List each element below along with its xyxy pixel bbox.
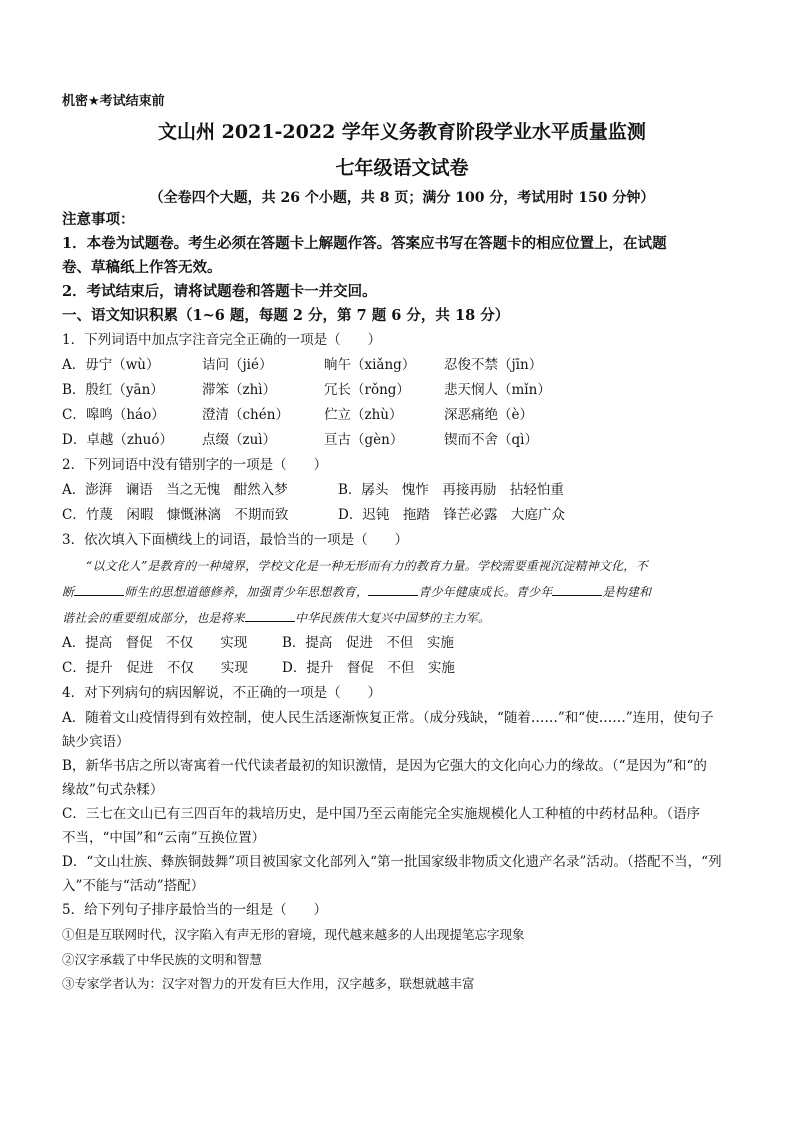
q1-d-4: 锲而不舍（qì） (444, 432, 538, 448)
q2-stem: 2．下列词语中没有错别字的一项是（ ） (62, 457, 328, 473)
q3-p2a: 断 (62, 585, 75, 599)
q3-options-ab (62, 631, 742, 656)
q2-option-d: D．迟钝 拖踏 锋芒必露 大庭广众 (338, 507, 565, 523)
q4-option-c-cont: 不当，“中国”和“云南”互换位置） (62, 830, 266, 846)
q2-options-ab (62, 478, 742, 503)
q1-c-2: 澄清（chén） (202, 407, 289, 423)
q2-option-c: C．竹蔑 闲暇 慷慨淋漓 不期而致 (62, 507, 289, 523)
q2-option-a: A．澎湃 谰语 当之无愧 酣然入梦 (62, 482, 288, 498)
q3-option-a: A．提高 督促 不仅 实现 (62, 635, 248, 651)
q1-a-3: 晌午（xiǎng） (324, 357, 416, 373)
q4-stem: 4．对下列病句的病因解说，不正确的一项是（ ） (62, 685, 382, 701)
q3-option-b: B．提高 促进 不但 实施 (282, 635, 454, 651)
q3-passage-line-3 (62, 605, 742, 631)
q1-d-2: 点缀（zuì） (202, 432, 277, 448)
q1-c-4: 深恶痛绝（è） (444, 407, 533, 423)
q1-d-3: 亘古（gèn） (324, 432, 404, 448)
q3-p3a: 谐社会的重要组成部分，也是将来 (62, 611, 246, 625)
q3-stem: 3．依次填入下面横线上的词语，最恰当的一项是（ ） (62, 532, 409, 548)
q2-option-b: B．孱头 愧怍 再接再励 拈轻怕重 (338, 482, 564, 498)
q1-a-4: 忍俊不禁（jīn） (444, 357, 543, 373)
q3-passage-line-2 (62, 579, 742, 605)
q1-option-b (62, 378, 742, 403)
confidential-label: 机密★考试结束前 (62, 94, 165, 109)
q4-option-a-cont: 缺少宾语） (62, 734, 130, 750)
q3-p3b: 中华民族伟大复兴中国梦的主力军。 (295, 611, 491, 625)
q1-option-c (62, 403, 742, 428)
q2-options-cd (62, 503, 742, 528)
q3-blank-3[interactable] (552, 583, 602, 596)
q3-option-d: D．提升 督促 不但 实施 (282, 660, 455, 676)
notice-item-2: 2．考试结束后，请将试题卷和答题卡一并交回。 (62, 283, 377, 300)
q3-options-cd (62, 656, 742, 681)
q3-blank-2[interactable] (368, 583, 418, 596)
q1-d-1: D．卓越（zhuó） (62, 432, 173, 448)
notice-heading: 注意事项： (62, 211, 135, 228)
q3-option-c: C．提升 促进 不仅 实现 (62, 660, 248, 676)
q1-c-1: C．嗥鸣（háo） (62, 407, 165, 423)
q3-blank-1[interactable] (74, 583, 124, 596)
q1-a-1: A．毋宁（wù） (62, 357, 160, 373)
q3-blank-4[interactable] (245, 609, 295, 622)
q5-stem: 5．给下列句子排序最恰当的一组是（ ） (62, 902, 328, 918)
q1-b-1: B．殷红（yān） (62, 382, 164, 398)
q5-sentence-2: ②汉字承载了中华民族的文明和智慧 (62, 951, 263, 967)
q4-option-b: B，新华书店之所以寄寓着一代代读者最初的知识激情，是因为它强大的文化向心力的缘故。（“是因为”和“的 (62, 758, 707, 774)
q3-p2c: 青少年健康成长。青少年 (418, 585, 553, 599)
exam-subtitle: 七年级语文试卷 (335, 157, 469, 179)
exam-title: 文山州 2021-2022 学年义务教育阶段学业水平质量监测 (158, 121, 646, 143)
q1-c-3: 伫立（zhù） (324, 407, 403, 423)
q1-stem: 1．下列词语中加点字注音完全正确的一项是（ ） (62, 332, 382, 348)
q4-option-d-cont: 入”不能与“活动”搭配） (62, 878, 205, 894)
q4-option-b-cont: 缘故”句式杂糅） (62, 782, 164, 798)
q1-a-2: 诘问（jié） (202, 357, 273, 373)
section-1-heading: 一、语文知识积累（1~6 题，每题 2 分，第 7 题 6 分，共 18 分） (62, 307, 510, 324)
q5-sentence-3: ③专家学者认为：汉字对智力的开发有巨大作用，汉字越多，联想就越丰富 (62, 976, 475, 991)
q4-option-a: A．随着文山疫情得到有效控制，使人民生活逐渐恢复正常。（成分残缺，“随着……”和“使……”连用，使句子 (62, 710, 714, 726)
notice-item-1-cont: 卷、草稿纸上作答无效。 (62, 259, 222, 276)
q3-p2d: 是构建和 (602, 585, 652, 599)
notice-item-1: 1．本卷为试题卷。考生必须在答题卡上解题作答。答案应书写在答题卡的相应位置上，在试题 (62, 235, 667, 252)
q1-b-3: 冗长（rǒng） (324, 382, 410, 398)
q4-option-c: C．三七在文山已有三四百年的栽培历史，是中国乃至云南能完全实施规模化人工种植的中药材品种。（语序 (62, 806, 701, 822)
q1-b-4: 悲天悯人（mǐn） (444, 382, 551, 398)
q3-p2b: 师生的思想道德修养，加强青少年思想教育， (124, 585, 369, 599)
q1-option-d (62, 428, 742, 453)
q1-b-2: 滞笨（zhì） (202, 382, 277, 398)
q3-passage-line-1: “以文化人”是教育的一种境界，学校文化是一种无形而有力的教育力量。学校需要重视沉淀精神文化，不 (86, 559, 648, 573)
exam-page (62, 88, 742, 997)
q1-option-a (62, 353, 742, 378)
exam-meta: （全卷四个大题，共 26 个小题，共 8 页；满分 100 分，考试用时 150 分钟） (149, 190, 655, 206)
q5-sentence-1: ①但是互联网时代，汉字陷入有声无形的窘境，现代越来越多的人出现提笔忘字现象 (62, 927, 525, 942)
q4-option-d: D．“文山壮族、彝族铜鼓舞”项目被国家文化部列入“第一批国家级非物质文化遗产名录”活动。（搭配不当，“列 (62, 854, 722, 870)
